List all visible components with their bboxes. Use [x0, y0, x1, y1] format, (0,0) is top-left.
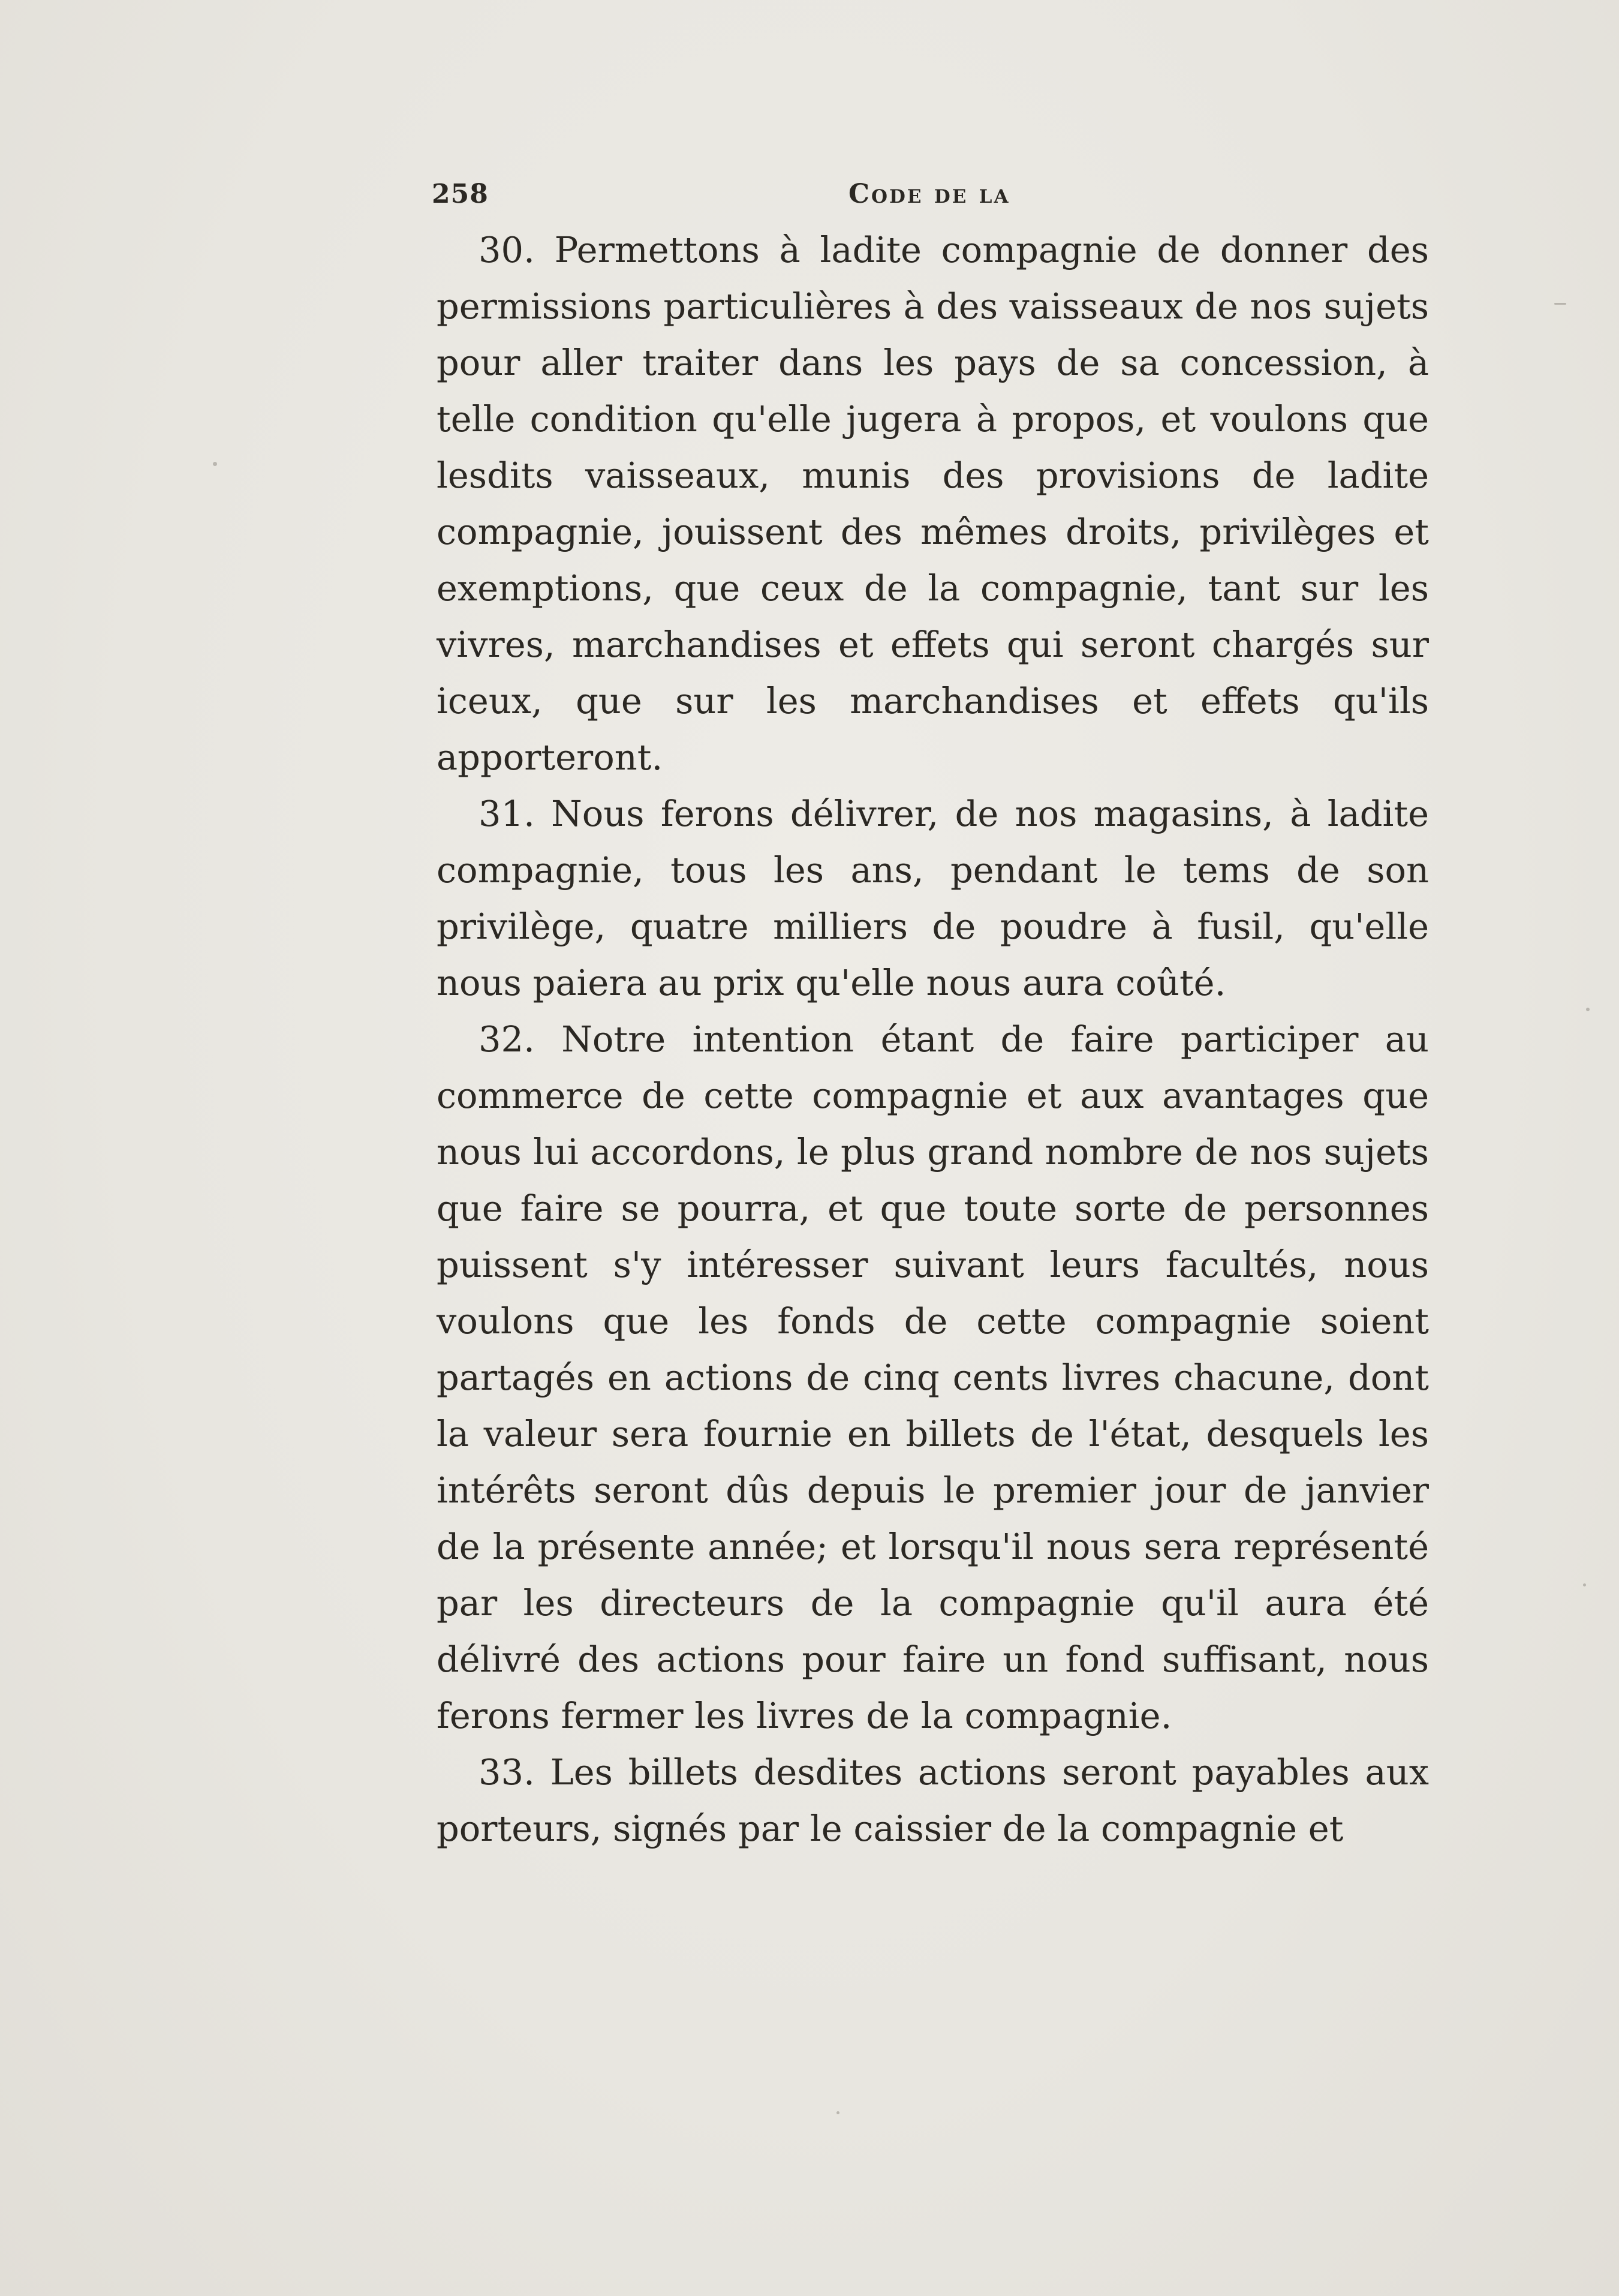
page-header [432, 179, 1031, 215]
paper-speck [1583, 1583, 1586, 1586]
paper-speck [1554, 303, 1566, 305]
article-31 [437, 786, 1429, 1011]
paper-speck [836, 2111, 839, 2114]
running-head: Code de la [848, 179, 1010, 209]
article-text: Permettons à ladite compagnie de donner des permissions particulières à des vaisseaux de nos sujets pour aller traiter dans les pays de sa concession, à telle condition qu'elle jugera à propos, et voulons que lesdits vaisseaux, munis des provisions de ladite compagnie, jouissent des mêmes droits, privilèges et exemptions, que ceux de la compagnie, tant sur les vivres, marchandises et effets qui seront chargés sur iceux, que sur les marchandises et effets qu'ils apporteront. [437, 229, 1429, 778]
article-text: Notre intention étant de faire participer au commerce de cette compagnie et aux avantages que nous lui accordons, le plus grand nombre de nos sujets que faire se pourra, et que toute sorte de personnes puissent s'y intéresser suivant leurs facultés, nous voulons que les fonds de cette compagnie soient partagés en actions de cinq cents livres chacune, dont la valeur sera fournie en billets de l'état, desquels les intérêts seront dûs depuis le premier jour de janvier de la présente année; et lorsqu'il nous sera représenté par les directeurs de la compagnie qu'il aura été délivré des actions pour faire un fond suffisant, nous ferons fermer les livres de la compagnie. [437, 1018, 1429, 1736]
article-32 [437, 1011, 1429, 1744]
article-33 [437, 1744, 1429, 1857]
article-number: 32. [479, 1018, 535, 1060]
article-number: 30. [479, 229, 535, 271]
body-text [437, 222, 1429, 1857]
article-text: Nous ferons délivrer, de nos magasins, à ladite compagnie, tous les ans, pendant le tems de son privilège, quatre milliers de poudre à fusil, qu'elle nous paiera au prix qu'elle nous aura coûté. [437, 793, 1429, 1003]
article-number: 33. [479, 1751, 535, 1793]
page-number: 258 [432, 179, 489, 209]
article-number: 31. [479, 793, 535, 834]
article-30 [437, 222, 1429, 786]
article-text: Les billets desdites actions seront payables aux porteurs, signés par le caissier de la compagnie et [437, 1751, 1429, 1849]
paper-speck [1586, 1008, 1590, 1011]
paper-speck [213, 462, 217, 466]
